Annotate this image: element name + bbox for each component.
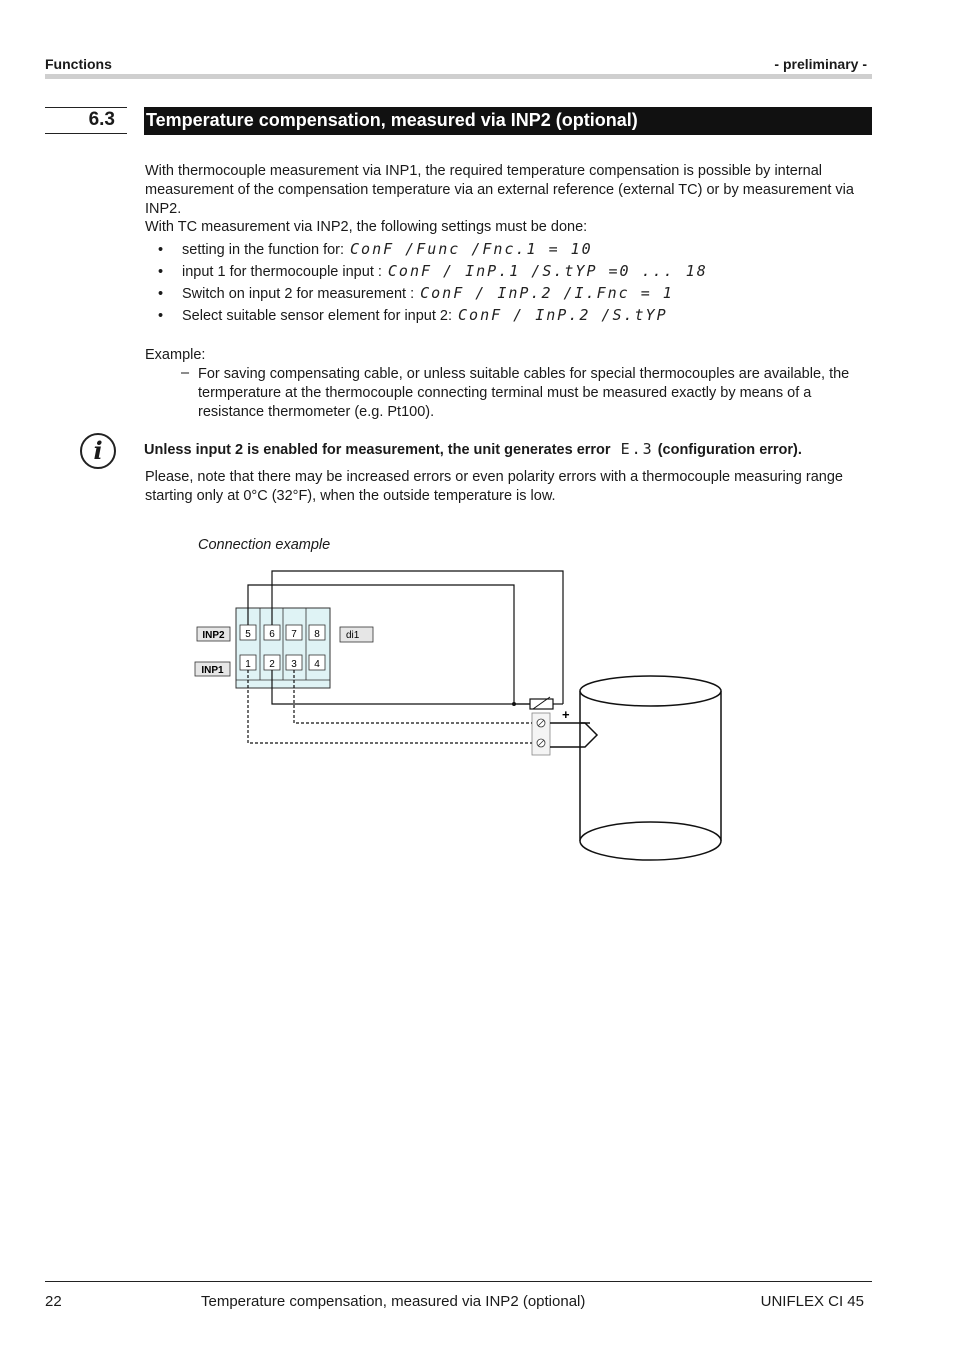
diagram-caption: Connection example (198, 537, 331, 553)
header-rule (45, 74, 872, 79)
terminal-label: 4 (314, 659, 320, 670)
page-number: 22 (45, 1293, 62, 1310)
list-item (158, 240, 593, 260)
terminal-label: 7 (291, 629, 297, 640)
config-code: ConF /Func /Fnc.1 = 10 (350, 240, 593, 258)
terminal-label: 8 (314, 629, 320, 640)
note-text: Please, note that there may be increased errors or even polarity errors with a thermocouple measuring range starting only at 0°C (32°F), when the outside temperature is low. (145, 469, 843, 504)
bullet-text: setting in the function for: (182, 242, 345, 258)
example-label: Example: (145, 347, 206, 363)
inp2-label: INP2 (202, 630, 225, 641)
inp1-label: INP1 (201, 665, 224, 676)
header-status: - preliminary - (774, 56, 867, 72)
resistance-thermometer (530, 699, 553, 709)
config-code: ConF / InP.2 /I.Fnc = 1 (420, 284, 674, 302)
section-number-rule-top (45, 107, 127, 108)
terminal-label: 2 (269, 659, 275, 670)
dash-icon: – (181, 365, 190, 381)
note-warning-suffix: (configuration error). (657, 442, 802, 458)
bullet-icon: • (158, 308, 164, 324)
vessel-top (580, 676, 721, 706)
terminal-label: 5 (245, 629, 251, 640)
section-number: 6.3 (88, 109, 115, 130)
terminal-label: 3 (291, 659, 297, 670)
bullet-icon: • (158, 286, 164, 302)
section-title: Temperature compensation, measured via INP2 (optional) (146, 110, 638, 130)
intro-paragraph: With thermocouple measurement via INP1, the required temperature compensation is possible by internal measurement of the compensation temperature via an external reference (external TC) or by measurement via INP2. (145, 163, 854, 217)
list-item (158, 284, 674, 304)
footer-product: UNIFLEX CI 45 (760, 1293, 864, 1310)
list-item (158, 262, 708, 282)
bullet-icon: • (158, 264, 164, 280)
footer-title: Temperature compensation, measured via INP2 (optional) (201, 1293, 586, 1310)
bullet-text: input 1 for thermocouple input : (182, 264, 382, 280)
note-warning (144, 440, 802, 458)
section-number-rule-bottom (45, 133, 127, 134)
error-code: E.3 (620, 440, 654, 458)
example-text: For saving compensating cable, or unless suitable cables for special thermocouples are available, the termperature at the thermocouple connecting terminal must be measured exactly by means of a resistance thermometer (e.g. Pt100). (198, 366, 850, 420)
thermocouple-probe (550, 723, 597, 747)
vessel-bottom (580, 822, 721, 860)
header-section-name: Functions (45, 56, 112, 72)
terminal-label: 6 (269, 629, 275, 640)
config-code: ConF / InP.2 /S.tYP (458, 306, 668, 324)
config-code: ConF / InP.1 /S.tYP =0 ... 18 (387, 262, 708, 280)
note-warning-text: Unless input 2 is enabled for measurement, the unit generates error (144, 442, 611, 458)
junction-dot (512, 702, 516, 706)
info-icon: i (80, 433, 116, 469)
plus-sign: + (562, 707, 570, 722)
list-item (158, 306, 668, 326)
terminal-label: 1 (245, 659, 251, 670)
di1-label: di1 (346, 630, 360, 641)
footer-rule (45, 1281, 872, 1282)
bullet-text: Switch on input 2 for measurement : (182, 286, 415, 302)
bullet-text: Select suitable sensor element for input 2: (182, 308, 453, 324)
connection-diagram (190, 565, 730, 870)
bullet-icon: • (158, 242, 164, 258)
settings-intro: With TC measurement via INP2, the following settings must be done: (145, 219, 588, 235)
